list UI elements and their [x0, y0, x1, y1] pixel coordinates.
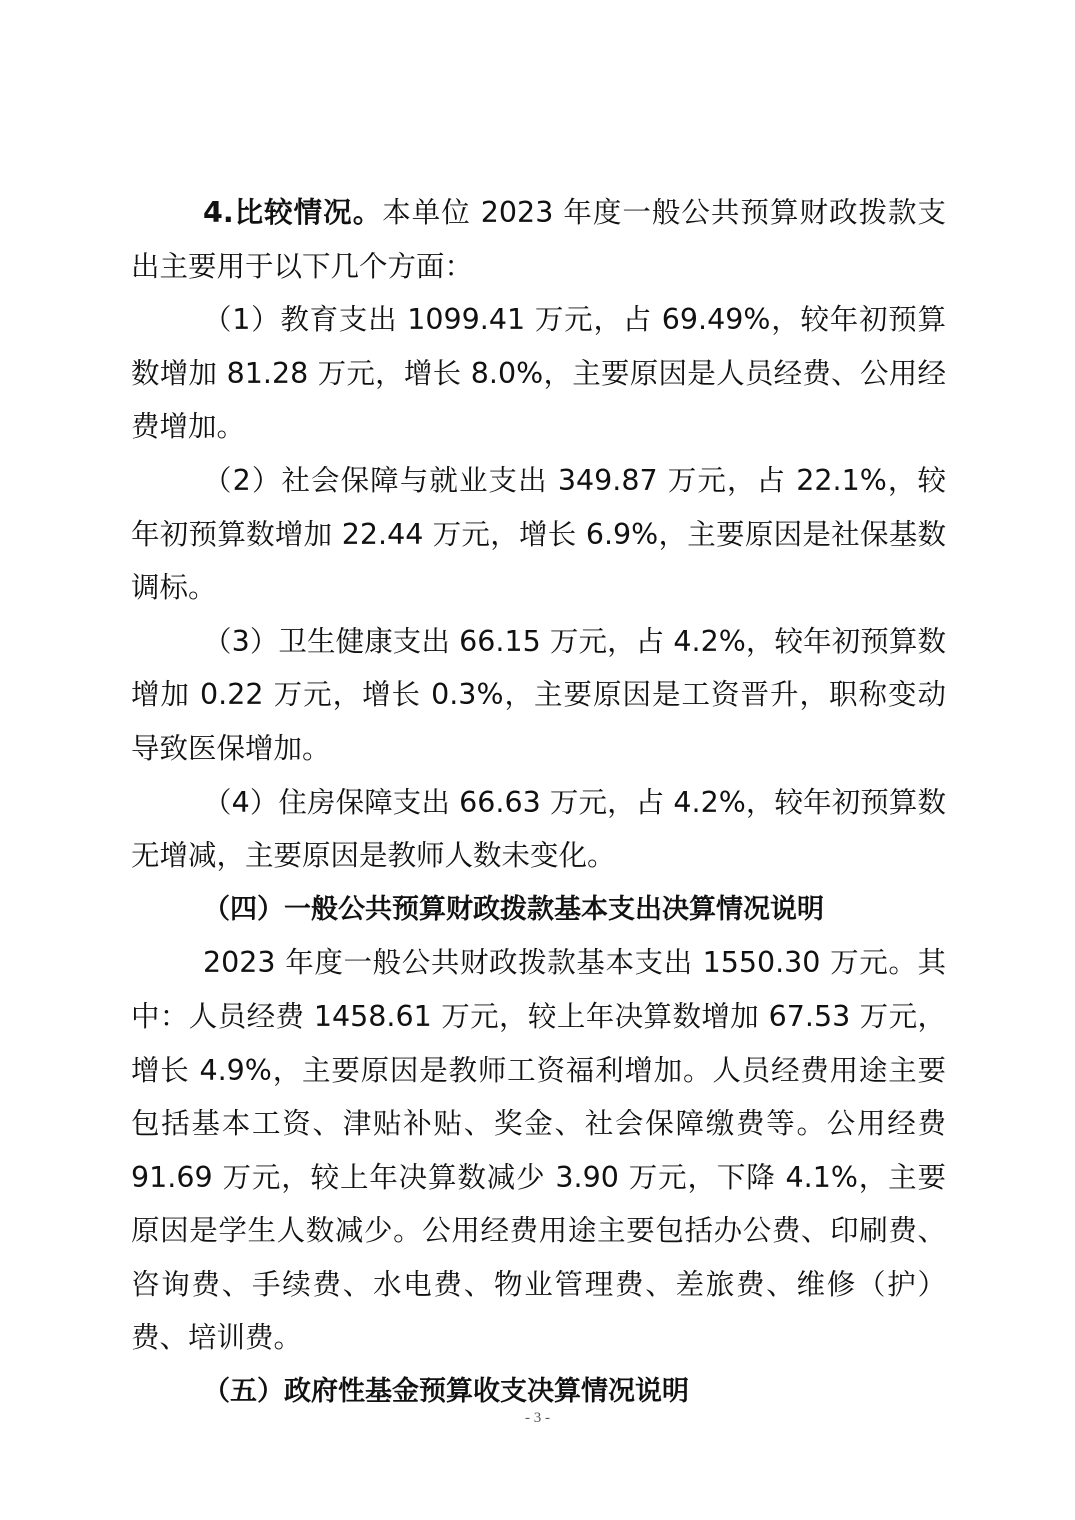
comparison-lead: 4.比较情况。	[203, 196, 383, 229]
education-expense-paragraph: （1）教育支出 1099.41 万元，占 69.49%，较年初预算数增加 81.28 万元，增长 8.0%，主要原因是人员经费、公用经费增加。	[131, 303, 946, 444]
comparison-intro-text: 本单位 2023 年度一般公共预算财政拨款支出主要用于以下几个方面：	[131, 196, 946, 283]
health-expense-paragraph: （3）卫生健康支出 66.15 万元，占 4.2%，较年初预算数增加 0.22 万元，增长 0.3%，主要原因是工资晋升，职称变动导致医保增加。	[131, 624, 946, 765]
document-body	[131, 186, 946, 1419]
page-number: - 3 -	[525, 1410, 550, 1426]
housing-expense-paragraph: （4）住房保障支出 66.63 万元，占 4.2%，较年初预算数无增减，主要原因是教师人数未变化。	[131, 785, 946, 873]
social-security-paragraph: （2）社会保障与就业支出 349.87 万元，占 22.1%，较年初预算数增加 22.44 万元，增长 6.9%，主要原因是社保基数调标。	[131, 463, 946, 605]
comparison-paragraph	[131, 186, 946, 293]
section-heading-government-fund: （五）政府性基金预算收支决算情况说明	[203, 1376, 689, 1408]
basic-expenditure-paragraph: 2023 年度一般公共财政拨款基本支出 1550.30 万元。其中：人员经费 1458.61 万元，较上年决算数增加 67.53 万元，增长 4.9%，主要原因是教师工资福利增加。人员经费用途主要包括基本工资、津贴补贴、奖金、社会保障缴费等。公用经费 91.69 万元，较上年决算数减少 3.90 万元，下降 4.1%，主要原因是学生人数减少。公用经费用途主要包括办公费、印刷费、咨询费、手续费、水电费、物业管理费、差旅费、维修（护）费、培训费。	[131, 946, 946, 1355]
section-heading-basic-expenditure: （四）一般公共预算财政拨款基本支出决算情况说明	[203, 893, 824, 925]
